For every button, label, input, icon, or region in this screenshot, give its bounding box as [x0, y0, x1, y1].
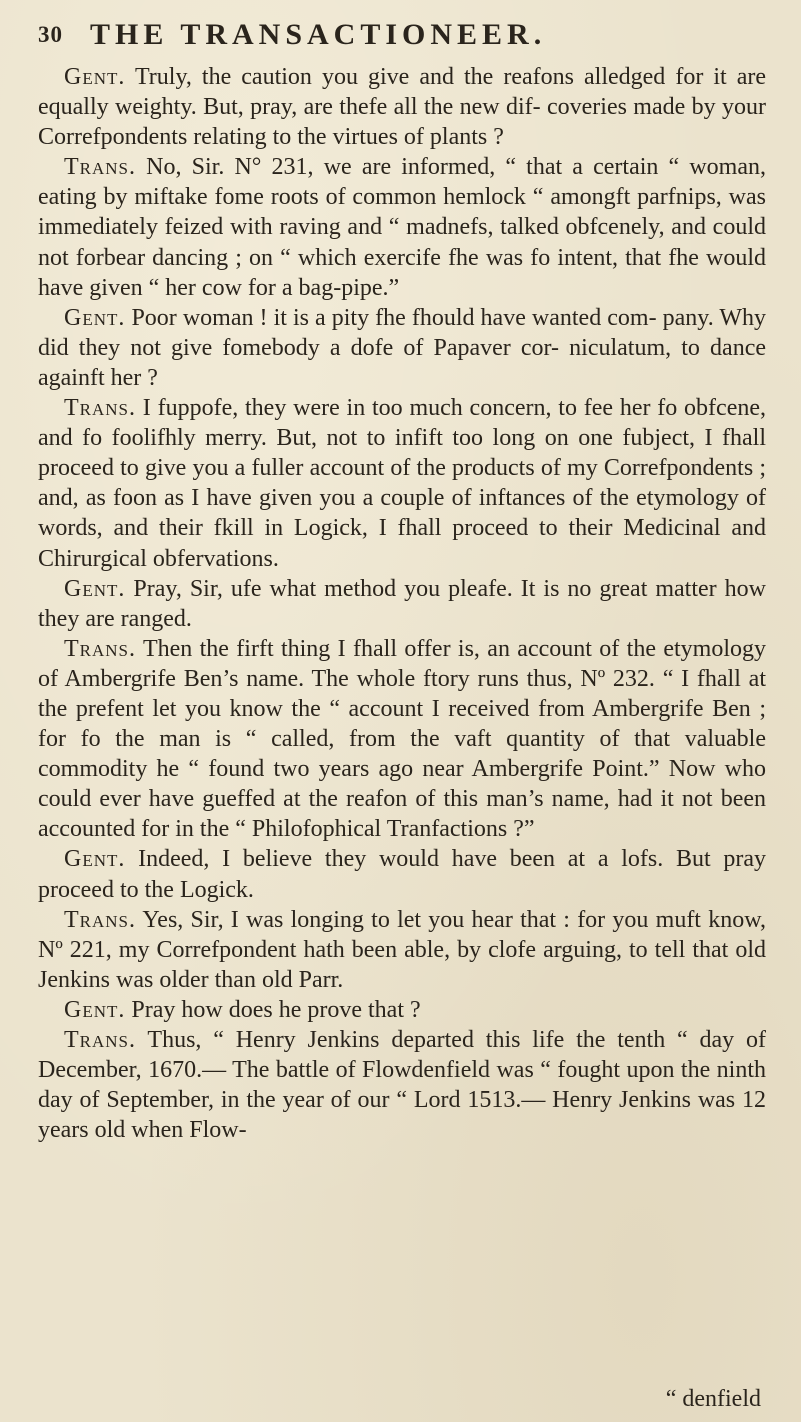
page-title: THE TRANSACTIONEER. — [90, 18, 547, 51]
speaker-label: Gent. — [64, 996, 126, 1023]
paragraph — [38, 574, 766, 634]
body-text — [38, 62, 766, 1145]
paragraph — [38, 995, 766, 1025]
paragraph — [38, 844, 766, 904]
speaker-label: Trans. — [64, 635, 137, 662]
speaker-label: Trans. — [64, 154, 137, 181]
paragraph-text: Indeed, I believe they would have been at a lofs. But pray proceed to the Logick. — [38, 846, 766, 903]
paragraph-text: Yes, Sir, I was longing to let you hear that : for you muft know, Nº 221, my Correfpondent hath been able, by clofe arguing, to tell that old Jenkins was older than old Parr. — [38, 906, 766, 993]
paragraph — [38, 905, 766, 995]
paragraph — [38, 62, 766, 152]
paragraph-text: Poor woman ! it is a pity fhe fhould have wanted com- pany. Why did they not give fomebody a dofe of Papaver cor- niculatum, to dance againft her ? — [38, 304, 766, 391]
paragraph-text: Pray how does he prove that ? — [125, 996, 421, 1023]
paragraph — [38, 634, 766, 845]
paragraph-text: Thus, “ Henry Jenkins departed this life the tenth “ day of December, 1670.— The battle of Flowdenfield was “ fought upon the ninth day of September, in the year of our “ Lord 1513.— Henry Jenkins was 12 years old when Flow- — [38, 1027, 766, 1144]
speaker-label: Gent. — [64, 304, 126, 331]
catchword: “ denfield — [665, 1386, 761, 1412]
paragraph-text: I fuppofe, they were in too much concern, to fee her fo obfcene, and fo foolifhly merry. But, not to infift too long on one fubject, I fhall proceed to give you a fuller account of the products of my Correfpondents ; and, as foon as I have given you a couple of inftances of the etymology of words, and their fkill in Logick, I fhall proceed to their Medicinal and Chirurgical obfervations. — [38, 395, 766, 572]
speaker-label: Gent. — [64, 846, 126, 873]
paragraph-text: No, Sir. N° 231, we are informed, “ that a certain “ woman, eating by miftake fome roots of common hemlock “ amongft parfnips, was immediately feized with raving and “ madnefs, talked obfcenely, and could not forbear dancing ; on “ which exercife fhe was fo intent, that fhe would have given “ her cow for a bag-pipe.” — [38, 154, 766, 301]
speaker-label: Trans. — [64, 906, 137, 933]
running-head — [38, 18, 778, 58]
speaker-label: Gent. — [64, 575, 126, 602]
paragraph-text: Truly, the caution you give and the reafons alledged for it are equally weighty. But, pray, are thefe all the new dif- coveries made by your Correfpondents relating to the virtues of plants ? — [38, 64, 766, 151]
paragraph-text: Then the firft thing I fhall offer is, an account of the etymology of Ambergrife Ben’s name. The whole ftory runs thus, Nº 232. “ I fhall at the prefent let you know the “ account I received from Ambergrife Ben ; for fo the man is “ called, from the vaft quantity of that valuable commodity he “ found two years ago near Ambergrife Point.” Now who could ever have gueffed at the reafon of this man’s name, had it not been accounted for in the “ Philofophical Tranfactions ?” — [38, 635, 766, 843]
page-number: 30 — [38, 22, 63, 47]
speaker-label: Trans. — [64, 395, 137, 422]
speaker-label: Trans. — [64, 1027, 137, 1053]
paragraph — [38, 393, 766, 574]
paragraph — [38, 152, 766, 302]
paragraph — [38, 1025, 766, 1145]
speaker-label: Gent. — [64, 64, 126, 90]
paragraph — [38, 303, 766, 393]
paragraph-text: Pray, Sir, ufe what method you pleafe. It is no great matter how they are ranged. — [38, 575, 766, 632]
